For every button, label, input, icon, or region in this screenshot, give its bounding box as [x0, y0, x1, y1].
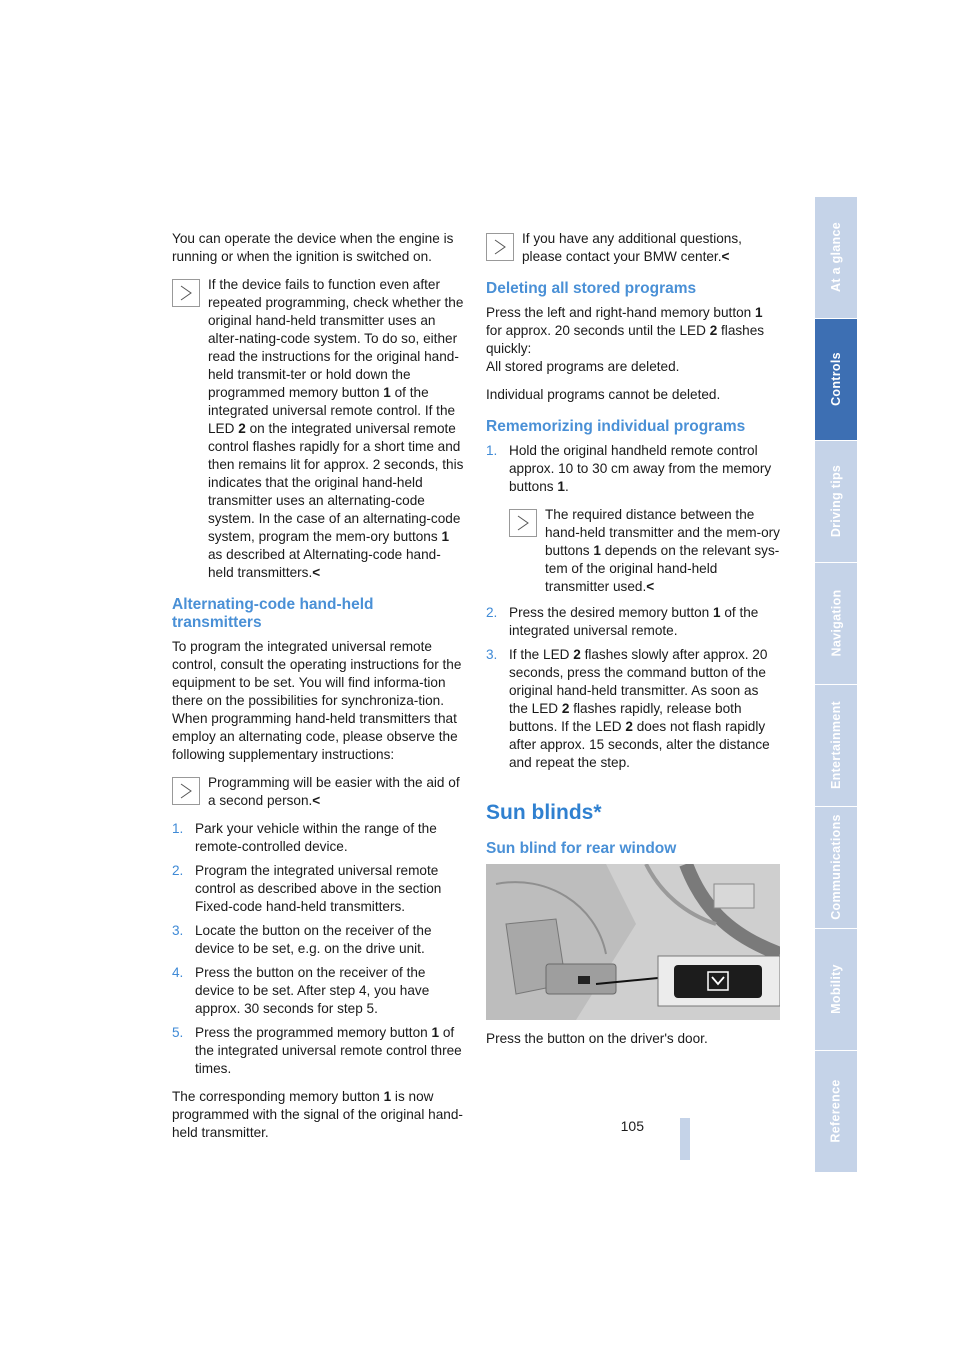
- sun-blind-button-illustration: [486, 864, 780, 1020]
- paragraph-supplementary-instructions: When programming hand-held transmitters that employ an alternating code, please observe the following supplementary instructions:: [172, 711, 458, 762]
- list-item: 2. Program the integrated universal remote control as described above in the section Fixed-code hand-held transmitters.: [172, 863, 442, 914]
- left-column: [172, 230, 464, 1152]
- closing-paragraph: The corresponding memory button 1 is now programmed with the signal of the original hand-held transmitter.: [172, 1089, 463, 1140]
- note-end-mark: <: [721, 249, 730, 264]
- paragraph-delete-instructions: Press the left and right-hand memory button 1 for approx. 20 seconds until the LED 2 flashes quickly:: [486, 305, 765, 356]
- list-item: 1. Park your vehicle within the range of the remote-controlled device.: [172, 821, 437, 854]
- door-panel-image: [486, 864, 780, 1020]
- page-marker-bar: [680, 1118, 690, 1160]
- steps-list: [486, 604, 780, 772]
- note-block: If the device fails to function even after repeated programming, check whether the original hand-held transmitter uses an alter-nating-code system. To do so, either read the instructions for the original hand-held transmit-ter or hold down the programmed memory button 1 of the integrated universal remote control. If the LED 2 on the integrated universal remote control flashes rapidly for a short time and then remains lit for approx. 2 seconds, this indicates that the original hand-held transmitter uses an alternating-code system. In the case of an alternating-code system, program the mem-ory buttons 1 as described at Alternating-code hand-held transmitters.<: [172, 276, 464, 582]
- section-heading-deleting: Deleting all stored programs: [486, 280, 697, 297]
- note-arrow-icon: [172, 777, 200, 805]
- list-item: 3. If the LED 2 flashes slowly after approx. 20 seconds, press the command button of the original hand-held transmitter. As soon as the LED 2 flashes rapidly, release both buttons. If the LED 2 does not flash rapidly after approx. 15 seconds, alter the distance and repeat the step.: [486, 647, 770, 770]
- note-end-mark: <: [646, 579, 655, 594]
- paragraph-delete-result: All stored programs are deleted.: [486, 359, 680, 374]
- section-heading-alternating-code: Alternating-code hand-held transmitters: [172, 596, 374, 631]
- section-heading-sun-blind-rear: Sun blind for rear window: [486, 840, 677, 857]
- caption-press-button: Press the button on the driver's door.: [486, 1031, 708, 1046]
- list-item: 2. Press the desired memory button 1 of the integrated universal remote.: [486, 605, 759, 638]
- tab-navigation[interactable]: Navigation: [815, 563, 857, 684]
- right-column: [486, 230, 780, 1058]
- section-heading-sun-blinds: Sun blinds*: [486, 801, 602, 824]
- note-block: The required distance between the hand-held transmitter and the mem-ory buttons 1 depends on the relevant sys-tem of the original hand-held transmitter used.<: [509, 506, 780, 596]
- note-block: If you have any additional questions, please contact your BMW center.<: [486, 230, 780, 266]
- note-block: Programming will be easier with the aid of a second person.<: [172, 774, 464, 810]
- note-end-mark: <: [312, 793, 321, 808]
- list-item: 1. Hold the original handheld remote control approx. 10 to 30 cm away from the memory buttons 1.: [486, 443, 772, 494]
- section-heading-rememorizing: Rememorizing individual programs: [486, 418, 746, 435]
- steps-list: [172, 820, 464, 1078]
- steps-list: [486, 442, 780, 496]
- note-arrow-icon: [486, 233, 514, 261]
- note-arrow-icon: [172, 279, 200, 307]
- tab-driving-tips[interactable]: Driving tips: [815, 441, 857, 562]
- intro-paragraph: You can operate the device when the engine is running or when the ignition is switched on.: [172, 231, 454, 264]
- paragraph-operating-instructions: To program the integrated universal remote control, consult the operating instructions for the equipment to be set. You will find informa-tion there on the possibilities for synchroniza-tion.: [172, 639, 462, 708]
- list-item: 4. Press the button on the receiver of the device to be set. After step 4, you have approx. 30 seconds for step 5.: [172, 965, 430, 1016]
- tab-at-a-glance[interactable]: At a glance: [815, 197, 857, 318]
- tab-reference[interactable]: Reference: [815, 1051, 857, 1172]
- tab-mobility[interactable]: Mobility: [815, 929, 857, 1050]
- note-arrow-icon: [509, 509, 537, 537]
- tab-entertainment[interactable]: Entertainment: [815, 685, 857, 806]
- tab-controls[interactable]: Controls: [815, 319, 857, 440]
- paragraph-individual-note: Individual programs cannot be deleted.: [486, 387, 721, 402]
- list-item: 5. Press the programmed memory button 1 of the integrated universal remote control three times.: [172, 1025, 462, 1076]
- list-item: 3. Locate the button on the receiver of the device to be set, e.g. on the drive unit.: [172, 923, 432, 956]
- note-end-mark: <: [312, 565, 321, 580]
- page-number: 105: [620, 1118, 644, 1134]
- chapter-tabs: [815, 197, 857, 1173]
- tab-communications[interactable]: Communications: [815, 807, 857, 928]
